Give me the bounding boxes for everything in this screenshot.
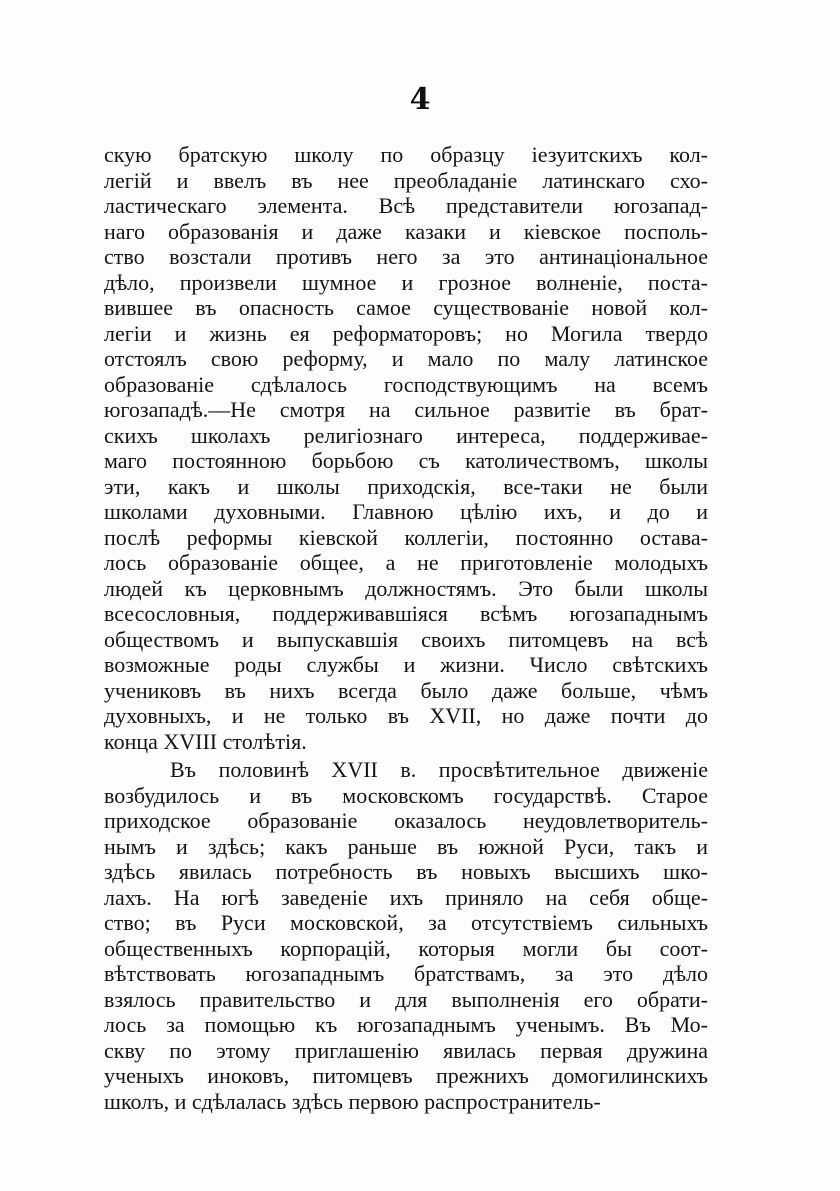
text-line: возбудилось и въ московскомъ государствѣ. Старое [104,782,708,808]
text-line: духовныхъ, и не только въ XVII, но даже почти до [104,703,708,728]
text-line: легій и ввелъ въ нее преобладаніе латинскаго схо- [104,167,708,193]
text-line: маго постоянною борьбою съ католичествомъ, школы [104,448,708,473]
text-line: эти, какъ и школы приходскія, все-таки не были [104,473,708,499]
text-line: возможные роды службы и жизни. Число свѣтскихъ [104,652,708,677]
text-line: людей къ церковнымъ должностямъ. Это были школы [104,575,708,601]
text-line: вившее въ опасность самое существованіе новой кол- [104,295,708,320]
text-line: всесословныя, поддерживавшіяся всѣмъ югозападнымъ [104,601,708,626]
text-line: здѣсь явилась потребность въ новыхъ высшихъ шко- [104,859,708,884]
text-line: конца XVIII столѣтія. [104,728,307,754]
body-text [104,142,708,1114]
text-line: югозападѣ.—Не смотря на сильное развитіе въ брат- [104,397,708,422]
text-line: скву по этому приглашенію явилась первая дружина [104,1037,708,1063]
text-line: обществомъ и выпускавшія своихъ питомцевъ на всѣ [104,626,708,652]
text-line: приходское образованіе оказалось неудовлетворитель- [104,808,708,833]
text-line: школами духовными. Главною цѣлію ихъ, и до и [104,499,708,524]
paragraph [104,142,708,754]
text-line: нымъ и здѣсь; какъ раньше въ южной Руси, такъ и [104,833,708,859]
text-line: взялось правительство и для выполненія его обрати- [104,986,708,1012]
text-line: ство возстали противъ него за это антинаціональное [104,244,708,269]
text-line: ученыхъ иноковъ, питомцевъ прежнихъ домогилинскихъ [104,1063,708,1088]
page-number: 4 [409,82,431,117]
text-line: образованіе сдѣлалось господствующимъ на всемъ [104,371,708,397]
text-line: наго образованія и даже казаки и кіевское посполь- [104,218,708,244]
text-line: Въ половинѣ XVII в. просвѣтительное движеніе [170,757,708,782]
text-line: лахъ. На югѣ заведеніе ихъ приняло на себя обще- [104,884,708,910]
text-line: школъ, и сдѣлалась здѣсь первою распространитель- [104,1088,601,1114]
text-line: скихъ школахъ религіознаго интереса, поддерживае- [104,422,708,448]
paragraph [104,757,708,1114]
text-line: легіи и жизнь ея реформаторовъ; но Могила твердо [104,320,708,346]
text-line: послѣ реформы кіевской коллегіи, постоянно остава- [104,524,708,550]
text-line: отстоялъ свою реформу, и мало по малу латинское [104,346,708,371]
text-line: ство; въ Руси московской, за отсутствіемъ сильныхъ [104,910,708,935]
text-line: общественныхъ корпорацій, которыя могли бы соот- [104,935,708,961]
text-line: вѣтствовать югозападнымъ братствамъ, за это дѣло [104,961,708,986]
text-line: скую братскую школу по образцу іезуитскихъ кол- [104,142,708,167]
text-line: лось за помощью къ югозападнымъ ученымъ. Въ Мо- [104,1012,708,1037]
text-line: лось образованіе общее, а не приготовленіе молодыхъ [104,550,708,575]
text-line: ластическаго элемента. Всѣ представители югозапад- [104,193,708,218]
text-line: дѣло, произвели шумное и грозное волненіе, поста- [104,269,708,295]
text-line: учениковъ въ нихъ всегда было даже больше, чѣмъ [104,677,708,703]
